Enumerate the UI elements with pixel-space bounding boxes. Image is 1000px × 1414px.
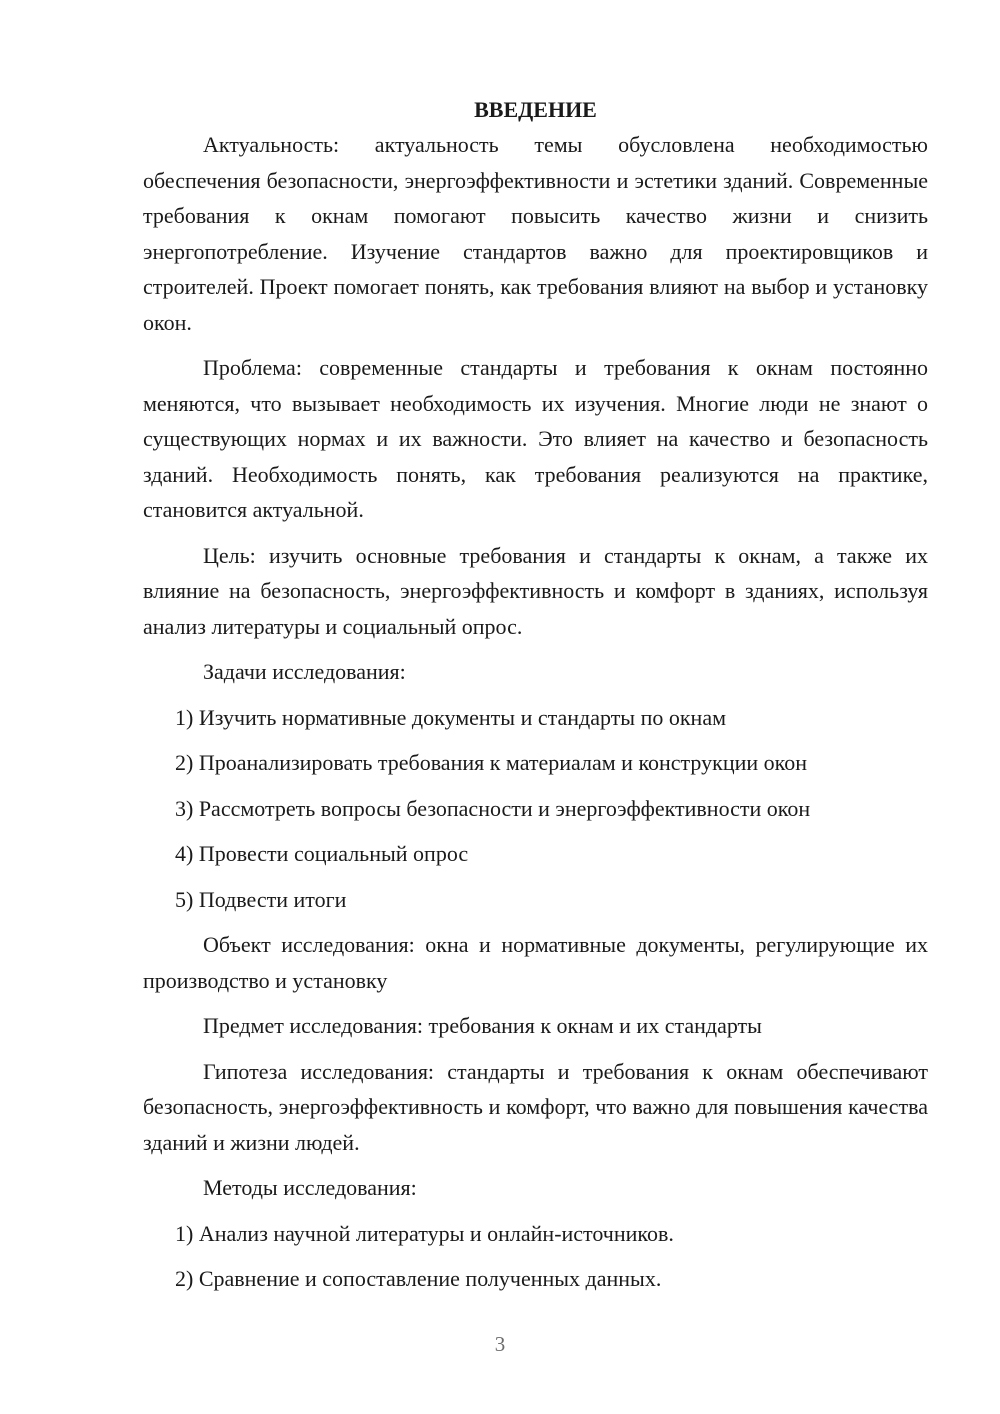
paragraph-object: Объект исследования: окна и нормативные документы, регулирующие их производство и установку [143,932,928,993]
methods-title: Методы исследования: [203,1175,417,1200]
list-item: 1) Изучить нормативные документы и стандарты по окнам [175,704,727,730]
tasks-list [143,700,928,918]
paragraph-goal: Цель: изучить основные требования и стандарты к окнам, а также их влияние на безопасность, энергоэффективность и комфорт в зданиях, используя анализ литературы и социальный опрос. [143,542,928,639]
list-item: 2) Проанализировать требования к материалам и конструкции окон [175,750,807,775]
list-item: 4) Провести социальный опрос [175,841,469,866]
list-item: 3) Рассмотреть вопросы безопасности и энергоэффективности окон [175,795,811,821]
tasks-title: Задачи исследования: [203,659,406,684]
page-number: 3 [494,1332,506,1356]
list-item: 5) Подвести итоги [175,886,347,912]
paragraph-problem: Проблема: современные стандарты и требования к окнам постоянно меняются, что вызывает необходимость их изучения. Многие люди не знают о существующих нормах и их важности. Это влияет на качество и безопасность зданий. Необходимость понять, как требования реализуются на практике, становится актуальной. [143,355,928,522]
paragraph-hypothesis: Гипотеза исследования: стандарты и требования к окнам обеспечивают безопасность, энергоэффективность и комфорт, что важно для повышения качества зданий и жизни людей. [143,1058,928,1155]
paragraph-relevance: Актуальность: актуальность темы обусловлена необходимостью обеспечения безопасности, энергоэффективности и эстетики зданий. Современные требования к окнам помогают повысить качество жизни и снизить энергопотребление. Изучение стандартов важно для проектировщиков и строителей. Проект помогает понять, как требования влияют на выбор и установку окон. [143,132,928,335]
list-item: 2) Сравнение и сопоставление полученных данных. [175,1266,662,1291]
paragraph-subject: Предмет исследования: требования к окнам и их стандарты [203,1013,762,1038]
list-item: 1) Анализ научной литературы и онлайн-источников. [175,1220,674,1246]
methods-list [143,1216,928,1297]
section-heading: ВВЕДЕНИЕ [474,97,597,122]
document-body [143,92,928,1307]
